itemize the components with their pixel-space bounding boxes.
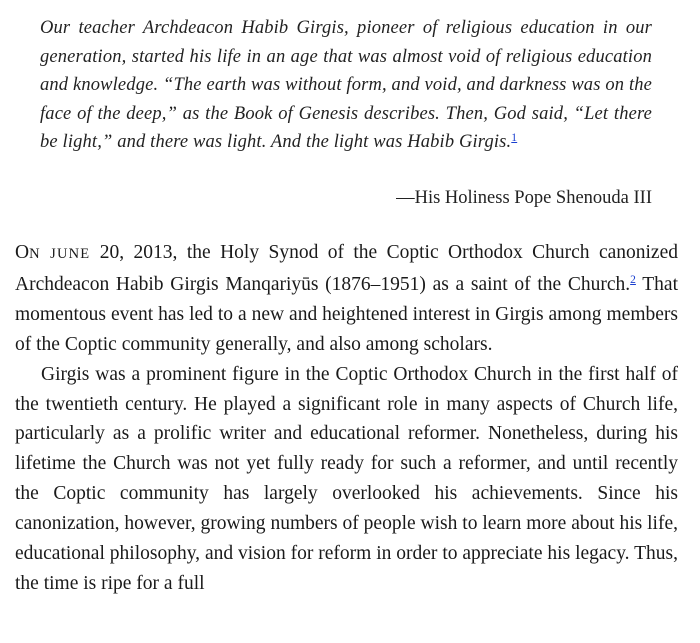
epigraph-text: Our teacher Archdeacon Habib Girgis, pioneer of religious education in our generation, started his life in an age that was almost void of religious education and knowledge. “The earth was without form, and void, and darkness was on the face of the deep,” as the Book of Genesis describes. Then, God said, “Let there be light,” and there was light. And the light was Habib Girgis. <box>40 18 652 152</box>
paragraph-1-text: 20, 2013, the Holy Synod of the Coptic Orthodox Church canonized Archdeacon Habib Girgis Manqariyūs (1876–1951) as a saint of the Church. <box>15 242 678 295</box>
opening-initial: O <box>15 242 30 263</box>
opening-smallcaps: N JUNE <box>29 246 91 262</box>
epigraph-quote <box>40 14 652 157</box>
paragraph-2: Girgis was a prominent figure in the Coptic Orthodox Church in the first half of the twentieth century. He played a significant role in many aspects of Church life, particularly as a prolific writer and educational reformer. Nonetheless, during his lifetime the Church was not yet fully ready for such a reformer, and until recently the Coptic community has largely overlooked his achievements. Since his canonization, however, growing numbers of people wish to learn more about his life, educational philosophy, and vision for reform in order to appreciate his legacy. Thus, the time is ripe for a full <box>15 363 678 594</box>
footnote-link-1[interactable]: 1 <box>511 132 518 144</box>
chapter-body <box>15 238 678 599</box>
paragraph-1-text-continued: That momentous event has led to a new and heightened interest in Girgis among members of the Coptic community generally, and also among scholars. <box>15 273 678 355</box>
epigraph-attribution: —His Holiness Pope Shenouda III <box>396 188 652 208</box>
paragraph-1 <box>15 238 678 360</box>
footnote-link-2[interactable]: 2 <box>630 273 636 286</box>
